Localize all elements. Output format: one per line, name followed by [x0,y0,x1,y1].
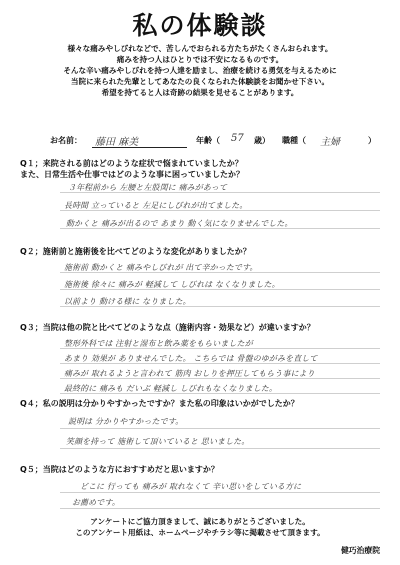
intro-line: 当院に来られた先輩としてあなたの良くなられた体験談をお聞かせ下さい。 [70,77,330,86]
answer-line: あまり 効果が ありませんでした。 こちらでは 骨盤のゆがみを直して [64,354,318,363]
answer-rule [60,428,380,429]
question-line: Q１；来院される前はどのような症状で悩まれていましたか？ [20,159,243,168]
question-line: Q３；当院は他の院と比べてどのような点（施術内容・効果など）が違いますか？ [20,323,315,332]
answer-5 [60,478,380,514]
name-label: お名前： [50,136,82,145]
answer-line: 笑顔を持って 施術して頂いていると 思いました。 [66,437,250,446]
question-line: Q２；施術前と施術後を比べてどのような変化がありましたか？ [20,247,251,256]
answer-2 [60,260,380,318]
question-1 [20,158,244,180]
answer-line: 以前より 動ける様に なりました。 [64,297,191,306]
age-label: 年齢（ [196,136,220,145]
answer-line: 施術後 徐々に 痛みが 軽減して しびれは なくなりました。 [64,280,280,289]
intro-text [0,43,400,98]
name-underline [92,147,187,148]
age-value: 57 [231,133,244,144]
intro-line: 様々な痛みやしびれなどで、苦しんでおられる方たちがたくさんおられます。 [67,44,333,53]
footer-note [0,516,400,538]
answer-line: 施術前 動かくと 痛みやしびれが 出て辛かったです。 [64,263,258,272]
answer-1 [60,180,380,240]
job-label: 職種（ [282,136,306,145]
answer-line: 説明は 分かりやすかったです。 [68,417,184,426]
page-title: 私の体験談 [132,11,268,40]
answer-line: 痛みが 取れるようと言われて 筋肉 おしりを押圧してもらう事により [64,369,315,378]
question-line: Q５；当院はどのような方におすすめだと思いますか？ [20,465,219,474]
age-suffix: 歳） [254,136,270,145]
answer-4 [60,412,380,462]
answer-line: ３年程前から 左腰と左股関に 痛みがあって [68,183,228,192]
answer-rule [60,448,380,449]
footer-line: このアンケート用紙は、ホームページやチラシ等に掲載させて頂きます。 [75,528,325,537]
intro-line: そんな辛い痛みやしびれを持つ人達を励まし、治療を続ける勇気を与えるために [63,66,337,75]
question-5 [20,464,219,475]
answer-line: 整形外科では 注射と湿布と飲み薬をもらいましたが [64,339,253,348]
answer-line: お薦めです。 [72,498,120,507]
footer-line: アンケートにご協力頂きまして、誠にありがとうございました。 [90,517,310,526]
respondent-info [50,135,380,149]
job-suffix: ） [368,136,376,145]
answer-line: 動かくと 痛みが出るので あまり 動く気になりませんでした。 [66,219,293,228]
question-4 [20,398,299,409]
intro-line: 希望を持てると人は奇跡の結果を見せることがあります。 [101,88,299,97]
answer-line: 最終的に 痛みも だいぶ 軽減し しびれもなくなりました。 [64,384,278,393]
intro-line: 痛みを持つ人はひとりでは不安になるものです。 [116,55,284,64]
answer-line: 長時間 立っていると 左足にしびれが出てました。 [64,201,248,210]
question-2 [20,246,251,257]
question-3 [20,322,315,333]
answer-rule [60,508,380,509]
job-value: 主婦 [320,137,340,148]
answer-rule [60,492,380,493]
clinic-name: 健巧治療院 [341,546,380,555]
question-line: Q４；私の説明は分かりやすかったですか？また私の印象はいかがでしたか？ [20,399,299,408]
question-line: また、日常生活や仕事ではどのような事に困っていましたか？ [20,170,244,179]
answer-3 [60,336,380,398]
name-value: 藤田 麻美 [95,137,139,148]
answer-line: どこに 行っても 痛みが 取れなくて 辛い思いをしている方に [80,482,302,491]
